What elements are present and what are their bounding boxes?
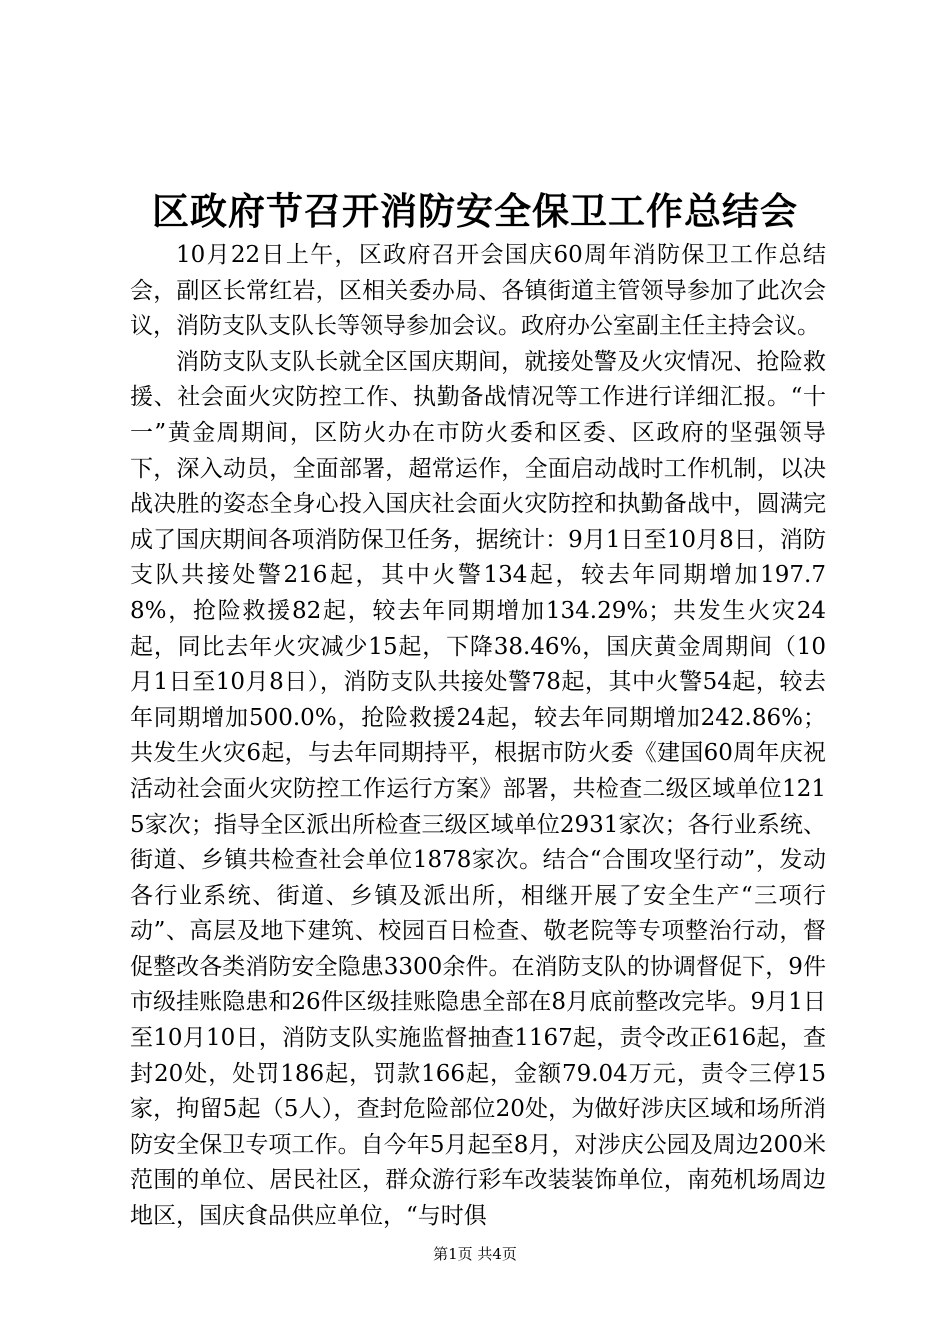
paragraph-1: 10月22日上午，区政府召开会国庆60周年消防保卫工作总结会，副区长常红岩，区相关委办局、各镇街道主管领导参加了此次会议，消防支队支队长等领导参加会议。政府办公室副主任主持会议。 [130,242,826,340]
document-title: 区政府节召开消防安全保卫工作总结会 [152,189,798,233]
document-body [130,238,826,1235]
page-number-footer: 第1页 共4页 [433,1245,517,1263]
paragraph-2: 消防支队支队长就全区国庆期间，就接处警及火灾情况、抢险救援、社会面火灾防控工作、执勤备战情况等工作进行详细汇报。“十一”黄金周期间，区防火办在市防火委和区委、区政府的坚强领导下，深入动员，全面部署，超常运作，全面启动战时工作机制，以决战决胜的姿态全身心投入国庆社会面火灾防控和执勤备战中，圆满完成了国庆期间各项消防保卫任务，据统计：9月1日至10月8日，消防支队共接处警216起，其中火警134起，较去年同期增加197.78%，抢险救援82起，较去年同期增加134.29%；共发生火灾24起，同比去年火灾减少15起，下降38.46%，国庆黄金周期间（10月1日至10月8日），消防支队共接处警78起，其中火警54起，较去年同期增加500.0%，抢险救援24起，较去年同期增加242.86%；共发生火灾6起，与去年同期持平，根据市防火委《建国60周年庆祝活动社会面火灾防控工作运行方案》部署，共检查二级区域单位1215家次；指导全区派出所检查三级区域单位2931家次；各行业系统、街道、乡镇共检查社会单位1878家次。结合“合围攻坚行动”，发动各行业系统、街道、乡镇及派出所，相继开展了安全生产“三项行动”、高层及地下建筑、校园百日检查、敬老院等专项整治行动，督促整改各类消防安全隐患3300余件。在消防支队的协调督促下，9件市级挂账隐患和26件区级挂账隐患全部在8月底前整改完毕。9月1日至10月10日，消防支队实施监督抽查1167起，责令改正616起，查封20处，处罚186起，罚款166起，金额79.04万元，责令三停15家，拘留5起（5人），查封危险部位20处，为做好涉庆区域和场所消防安全保卫专项工作。自今年5月起至8月，对涉庆公园及周边200米范围的单位、居民社区，群众游行彩车改装装饰单位，南苑机场周边地区，国庆食品供应单位，“与时俱 [130,348,826,1230]
